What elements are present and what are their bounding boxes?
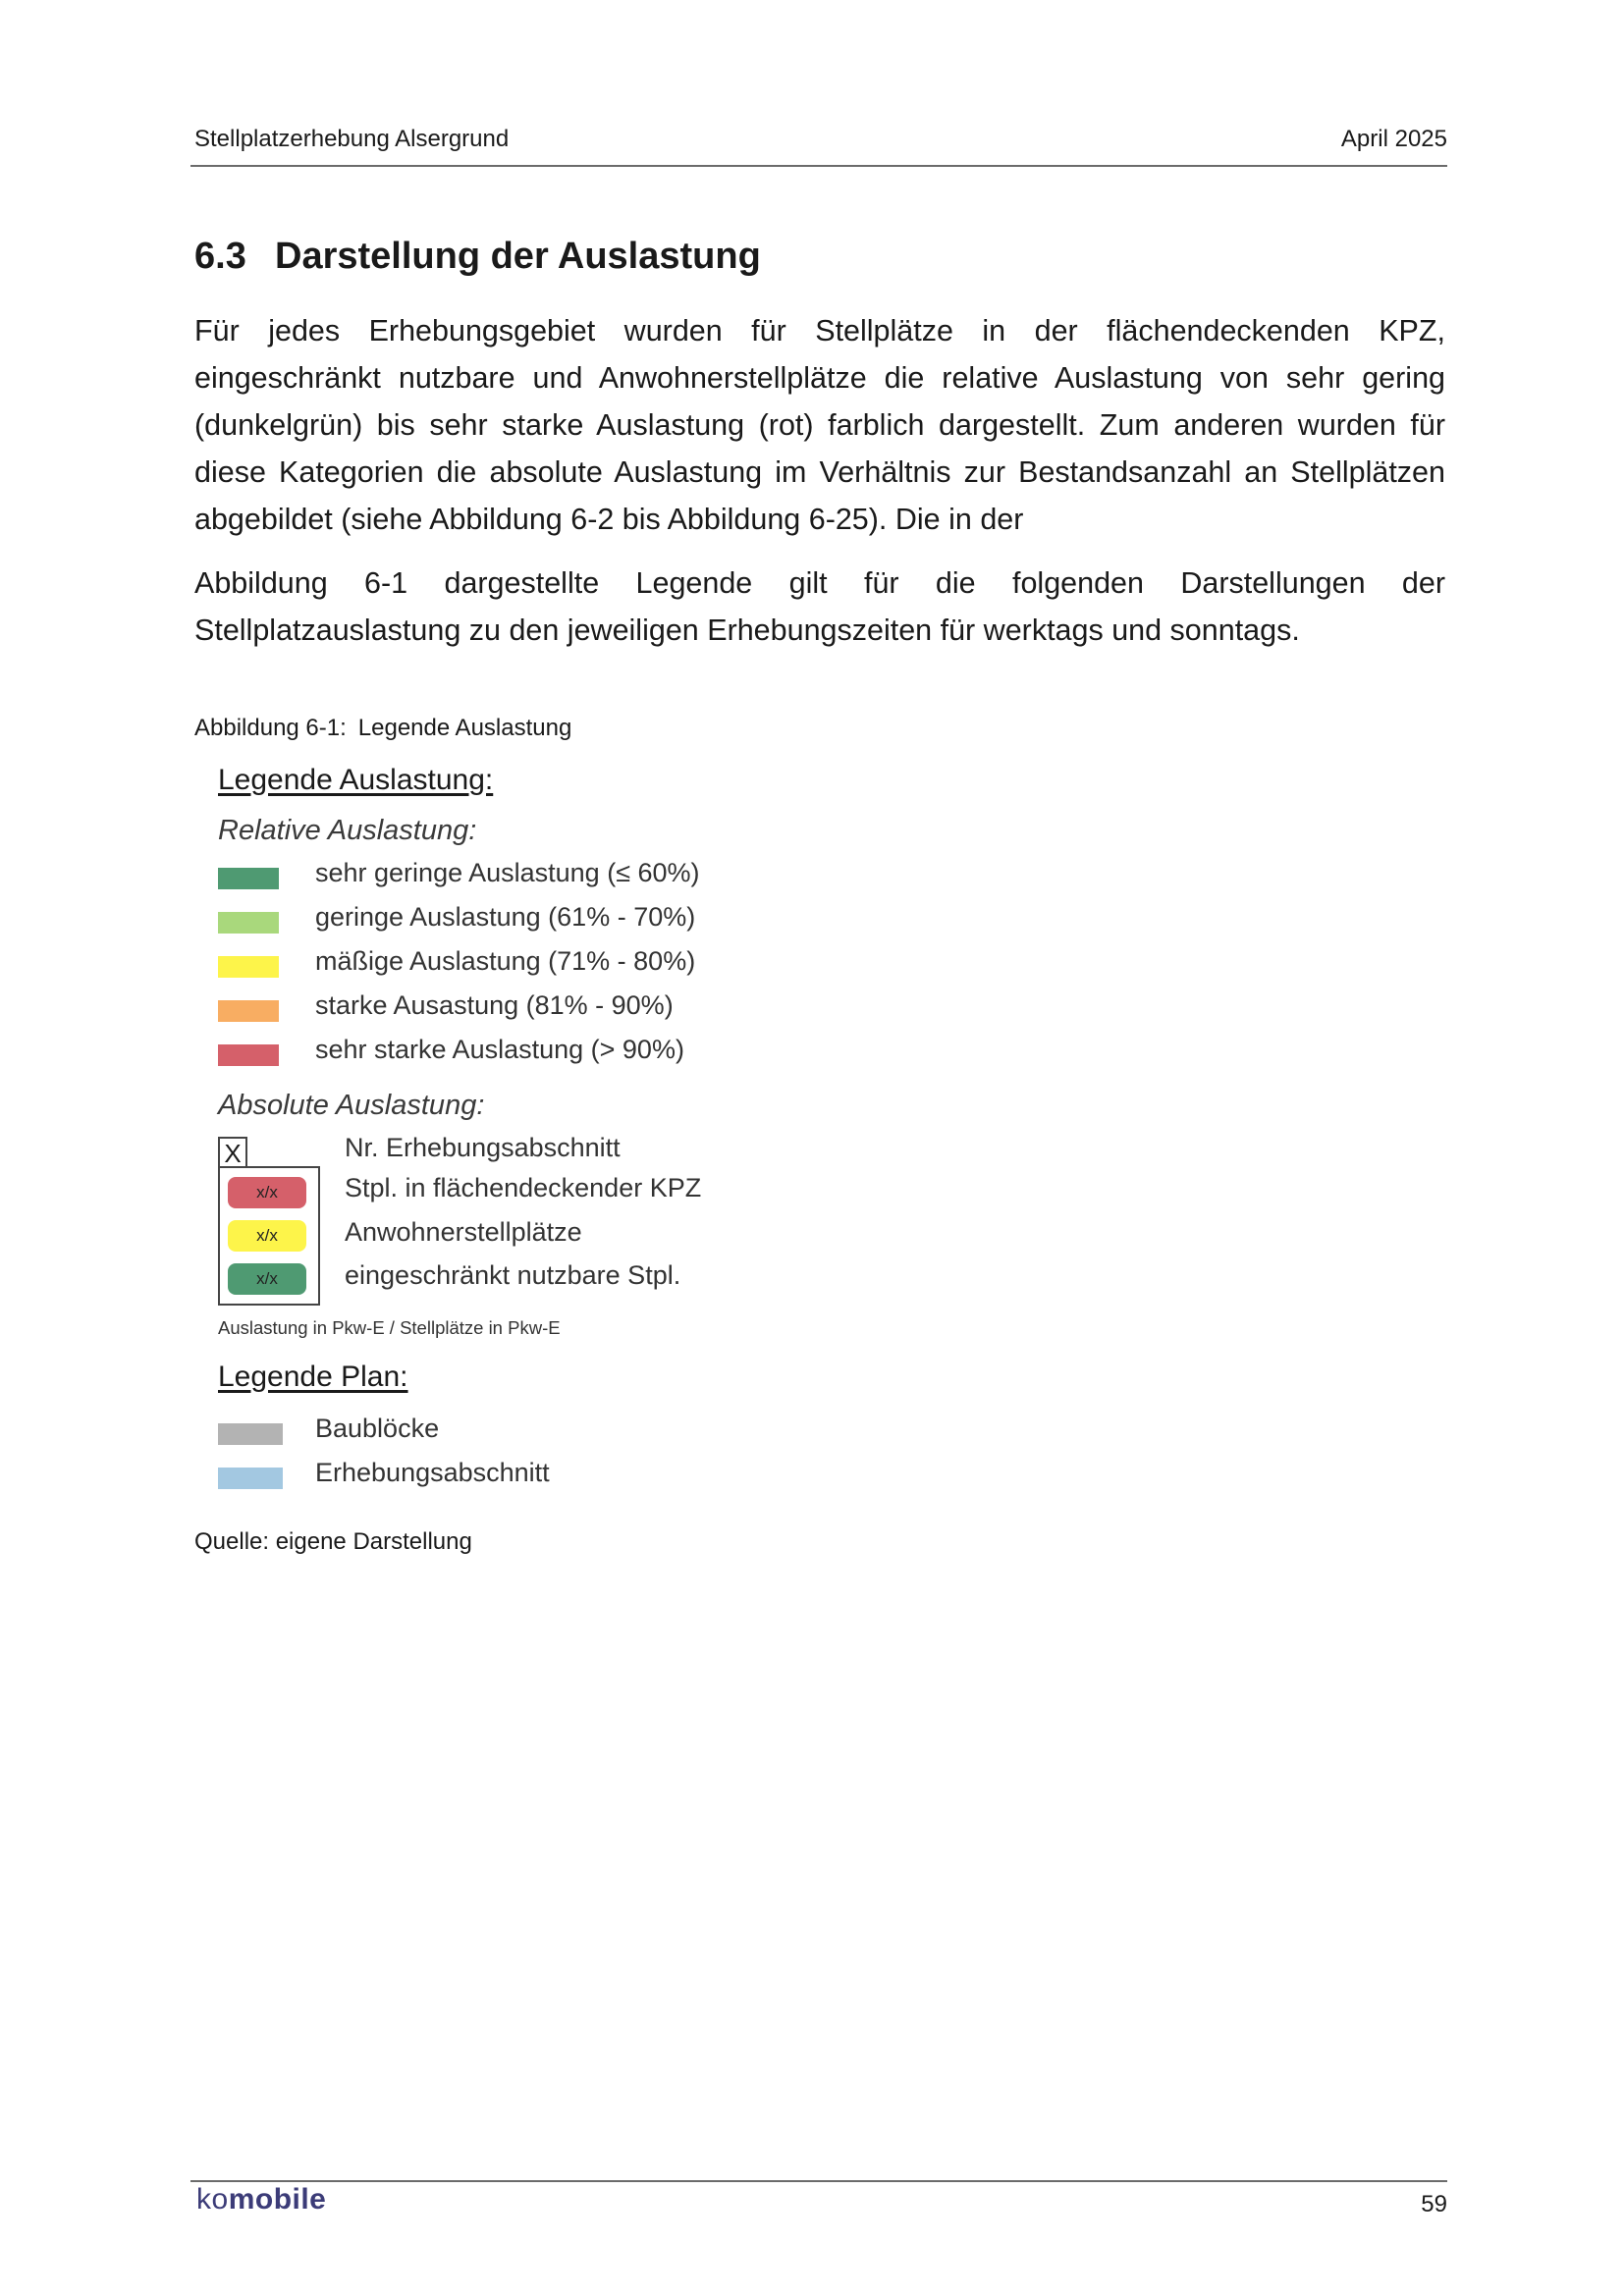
brand-logo xyxy=(196,2183,326,2216)
absolute-label: eingeschränkt nutzbare Stpl. xyxy=(345,1260,681,1290)
swatch-moderate xyxy=(218,956,279,978)
legend-title: Legende Auslastung: xyxy=(218,764,494,796)
swatch-blocks xyxy=(218,1423,283,1445)
swatch-low xyxy=(218,912,279,934)
section-heading xyxy=(194,236,761,278)
plan-legend-title: Legende Plan: xyxy=(218,1361,408,1393)
plan-item-label: Erhebungsabschnitt xyxy=(315,1458,550,1487)
pill-kpz: x/x xyxy=(228,1177,306,1208)
swatch-strong xyxy=(218,1000,279,1022)
running-header-title: Stellplatzerhebung Alsergrund xyxy=(194,126,510,152)
pill-residents: x/x xyxy=(228,1220,306,1252)
running-header-date: April 2025 xyxy=(1340,126,1447,152)
plan-item-label: Baublöcke xyxy=(315,1414,440,1443)
relative-item-label: sehr geringe Auslastung (≤ 60%) xyxy=(315,858,700,887)
body-paragraph-2: Abbildung 6-1 dargestellte Legende gilt für die folgenden Darstellungen der Stellplatzauslastung zu den jeweiligen Erhebungszeiten für werktags und sonntags. xyxy=(194,566,1445,647)
absolute-label: Anwohnerstellplätze xyxy=(345,1217,582,1247)
section-number: 6.3 xyxy=(194,236,246,277)
pill-restricted: x/x xyxy=(228,1263,306,1295)
relative-item-label: starke Ausastung (81% - 90%) xyxy=(315,990,674,1020)
relative-heading: Relative Auslastung: xyxy=(218,815,477,846)
section-title: Darstellung der Auslastung xyxy=(275,236,761,277)
absolute-heading: Absolute Auslastung: xyxy=(218,1090,485,1121)
swatch-very-strong xyxy=(218,1044,279,1066)
relative-item-label: geringe Auslastung (61% - 70%) xyxy=(315,902,696,932)
relative-item-label: sehr starke Auslastung (> 90%) xyxy=(315,1035,684,1064)
figure-caption-text: Legende Auslastung xyxy=(357,715,572,741)
absolute-label: Nr. Erhebungsabschnitt xyxy=(345,1133,621,1162)
header-rule xyxy=(190,165,1447,167)
brand-logo-light: ko xyxy=(196,2183,229,2216)
swatch-survey-section xyxy=(218,1468,283,1489)
swatch-very-low xyxy=(218,868,279,889)
footer-rule xyxy=(190,2180,1447,2182)
body-paragraph-1: Für jedes Erhebungsgebiet wurden für Stellplätze in der flächendeckenden KPZ, eingeschränkt nutzbare und Anwohnerstellplätze die relative Auslastung von sehr gering (dunkelgrün) bis sehr starke Auslastung (rot) farblich dargestellt. Zum anderen wurden für diese Kategorien die absolute Auslastung im Verhältnis zur Bestandsanzahl an Stellplätzen abgebildet (siehe Abbildung 6-2 bis Abbildung 6-25). Die in der xyxy=(194,314,1445,536)
brand-logo-bold: mobile xyxy=(228,2183,327,2216)
absolute-label: Stpl. in flächendeckender KPZ xyxy=(345,1173,702,1202)
absolute-note: Auslastung in Pkw-E / Stellplätze in Pkw-E xyxy=(218,1317,561,1338)
relative-item-label: mäßige Auslastung (71% - 80%) xyxy=(315,946,696,976)
section-number-marker: X xyxy=(218,1137,247,1168)
page-number: 59 xyxy=(1421,2191,1447,2217)
figure-source: Quelle: eigene Darstellung xyxy=(194,1528,472,1555)
figure-caption-label: Abbildung 6-1: xyxy=(194,715,347,741)
figure-caption xyxy=(194,715,571,742)
